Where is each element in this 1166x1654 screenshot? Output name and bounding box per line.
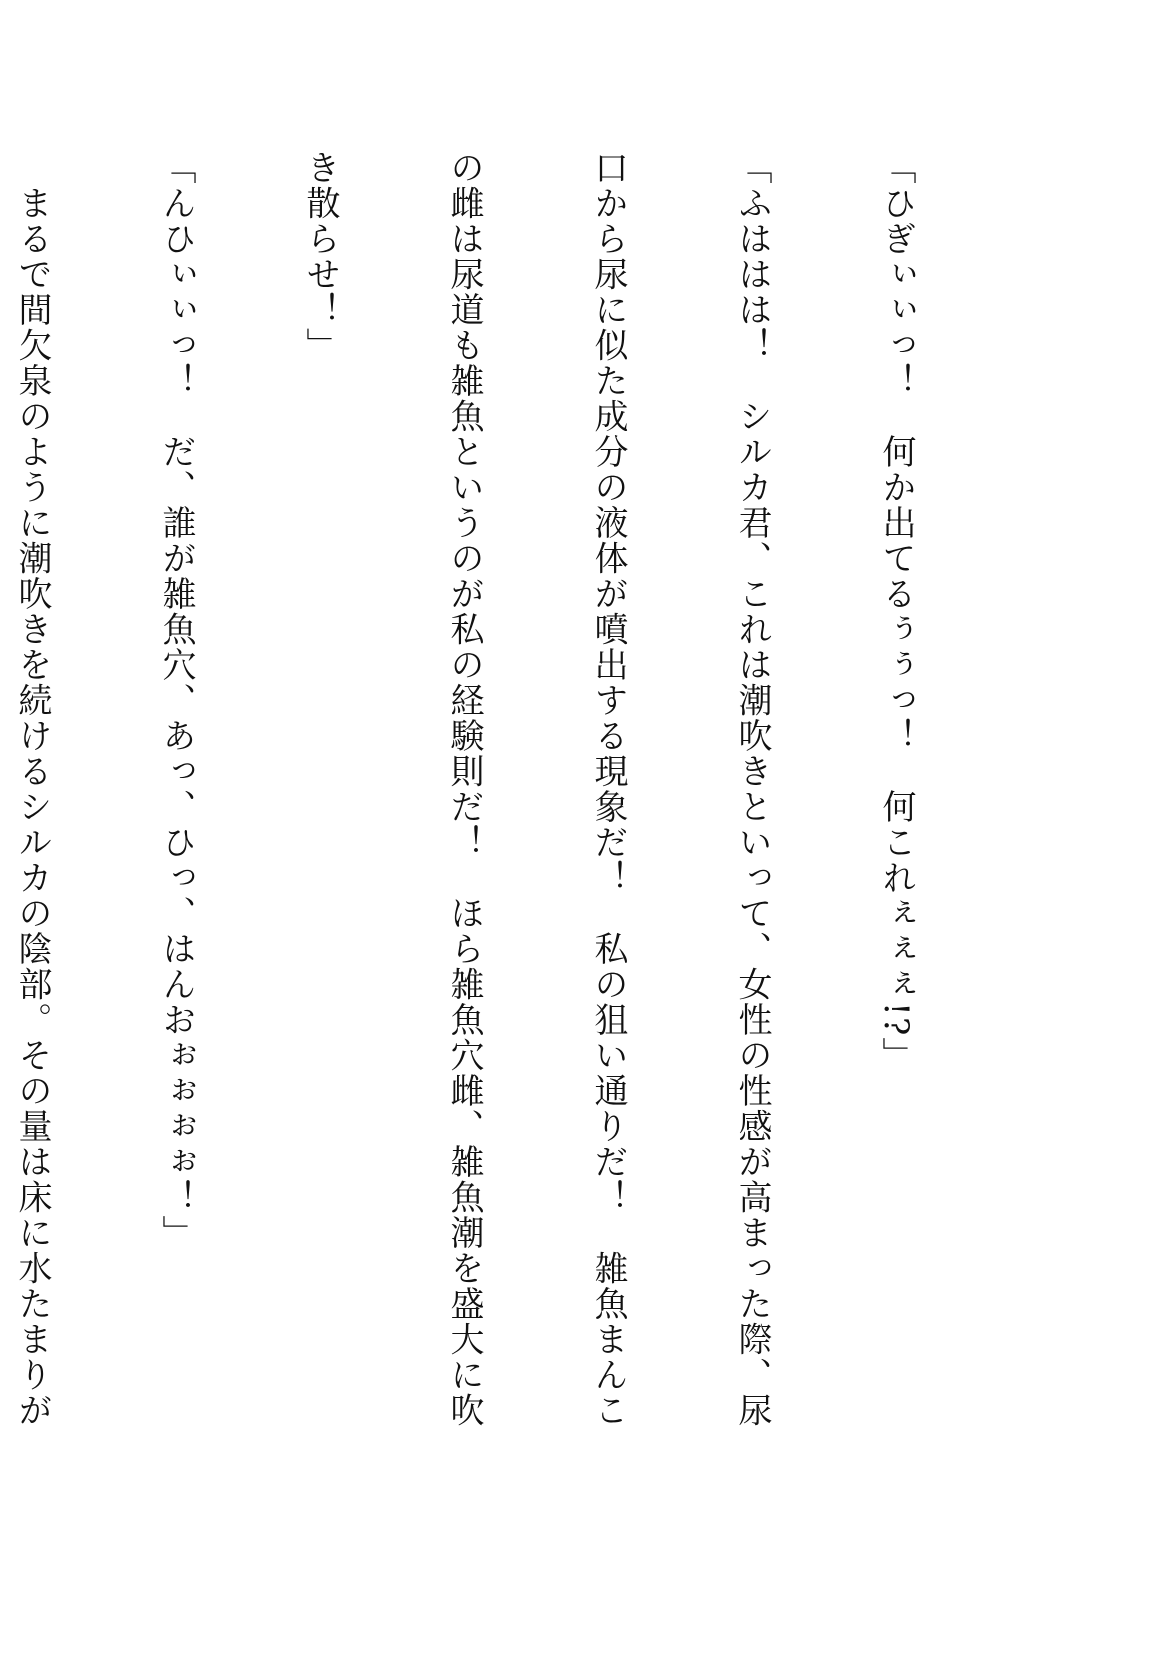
text-line: 「んひぃぃっ！ だ、誰が雑魚穴、あっ、ひっ、はんおぉぉぉぉ！」 [156, 150, 196, 1251]
text-line: き散らせ！」 [300, 150, 340, 363]
text-line: 「ふははは！ シルカ君、これは潮吹きといって、女性の性感が高まった際、尿 [732, 150, 772, 1428]
text-line: の雌は尿道も雑魚というのが私の経験則だ！ ほら雑魚穴雌、雑魚潮を盛大に吹 [444, 150, 484, 1428]
text-line: 口から尿に似た成分の液体が噴出する現象だ！ 私の狙い通りだ！ 雑魚まんこ [588, 150, 628, 1428]
text-line: まるで間欠泉のように潮吹きを続けるシルカの陰部。その量は床に水たまりが [12, 150, 52, 1428]
text-line: 「ひぎぃぃっ！ 何か出てるぅぅっ！ 何これぇぇぇ!?」 [876, 150, 916, 1073]
vertical-text-body [0, 150, 1016, 1550]
